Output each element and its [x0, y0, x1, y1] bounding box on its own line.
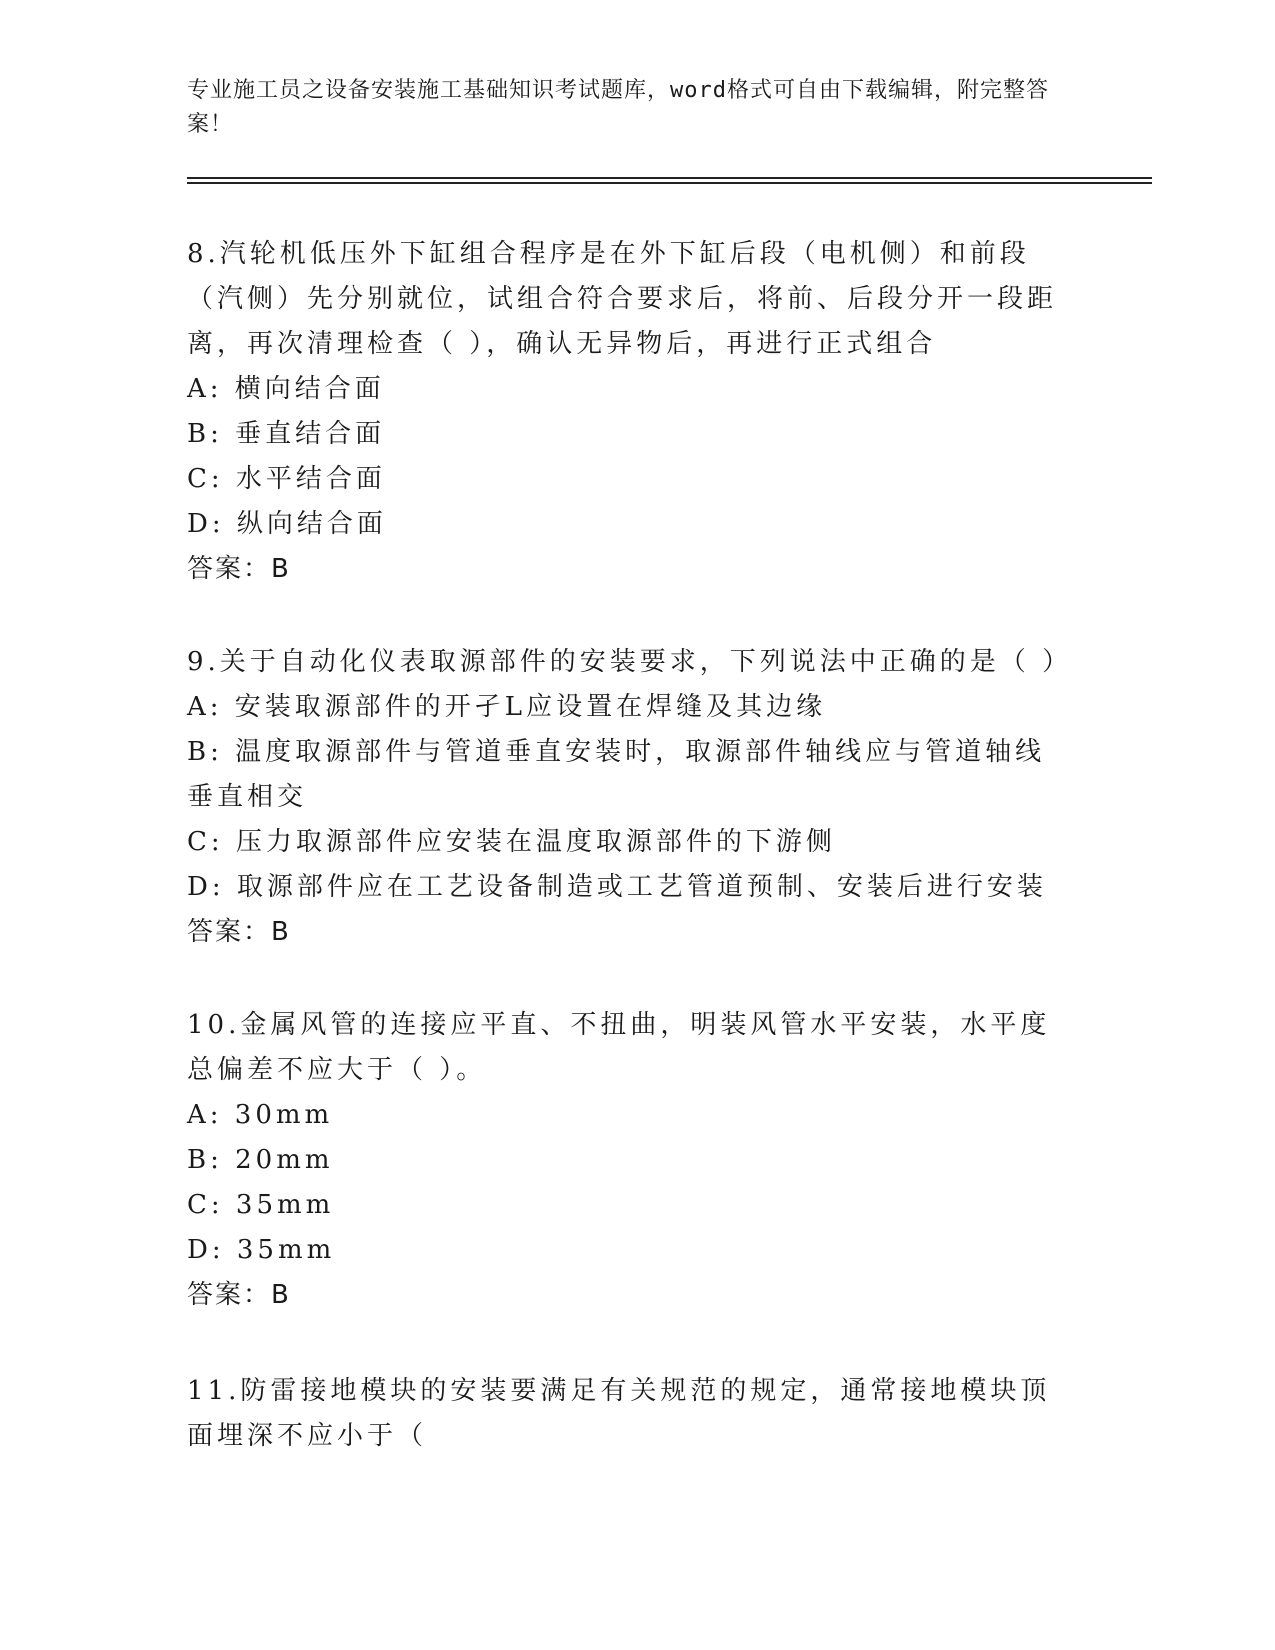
option-a: A: 横向结合面: [187, 374, 385, 404]
option-b: B: 垂直结合面: [187, 419, 386, 449]
option-b: B: 20mm: [187, 1145, 334, 1175]
question-11: [187, 1369, 1067, 1459]
option-d: D: 纵向结合面: [187, 509, 387, 539]
header-rule-top: [187, 177, 1152, 179]
question-10: [187, 1003, 1067, 1318]
option-c: C: 水平结合面: [187, 464, 386, 494]
question-stem: 11.防雷接地模块的安装要满足有关规范的规定，通常接地模块顶面埋深不应小于（: [187, 1376, 1051, 1451]
option-c: C: 35mm: [187, 1190, 335, 1220]
answer: 答案：B: [187, 554, 291, 584]
question-stem: 10.金属风管的连接应平直、不扭曲，明装风管水平安装，水平度总偏差不应大于（ ）。: [187, 1010, 1051, 1085]
answer: 答案：B: [187, 1280, 291, 1310]
option-a: A: 30mm: [187, 1100, 334, 1130]
question-stem: 9.关于自动化仪表取源部件的安装要求，下列说法中正确的是（ ）: [187, 647, 1073, 677]
header-rule-bottom: [187, 182, 1152, 184]
document-header: 专业施工员之设备安装施工基础知识考试题库，word格式可自由下载编辑，附完整答案！: [187, 78, 1049, 137]
option-d: D: 取源部件应在工艺设备制造或工艺管道预制、安装后进行安装: [187, 872, 1047, 902]
question-9: [187, 640, 1073, 955]
option-d: D: 35mm: [187, 1235, 336, 1265]
question-8: [187, 232, 1067, 592]
option-b: B: 温度取源部件与管道垂直安装时，取源部件轴线应与管道轴线垂直相交: [187, 737, 1046, 812]
option-c: C: 压力取源部件应安装在温度取源部件的下游侧: [187, 827, 836, 857]
answer: 答案：B: [187, 917, 291, 947]
option-a: A: 安装取源部件的开孑L应设置在焊缝及其边缘: [187, 692, 827, 722]
question-stem: 8.汽轮机低压外下缸组合程序是在外下缸后段（电机侧）和前段（汽侧）先分别就位，试组合符合要求后，将前、后段分开一段距离，再次清理检查（ ），确认无异物后，再进行正式组合: [187, 239, 1058, 359]
